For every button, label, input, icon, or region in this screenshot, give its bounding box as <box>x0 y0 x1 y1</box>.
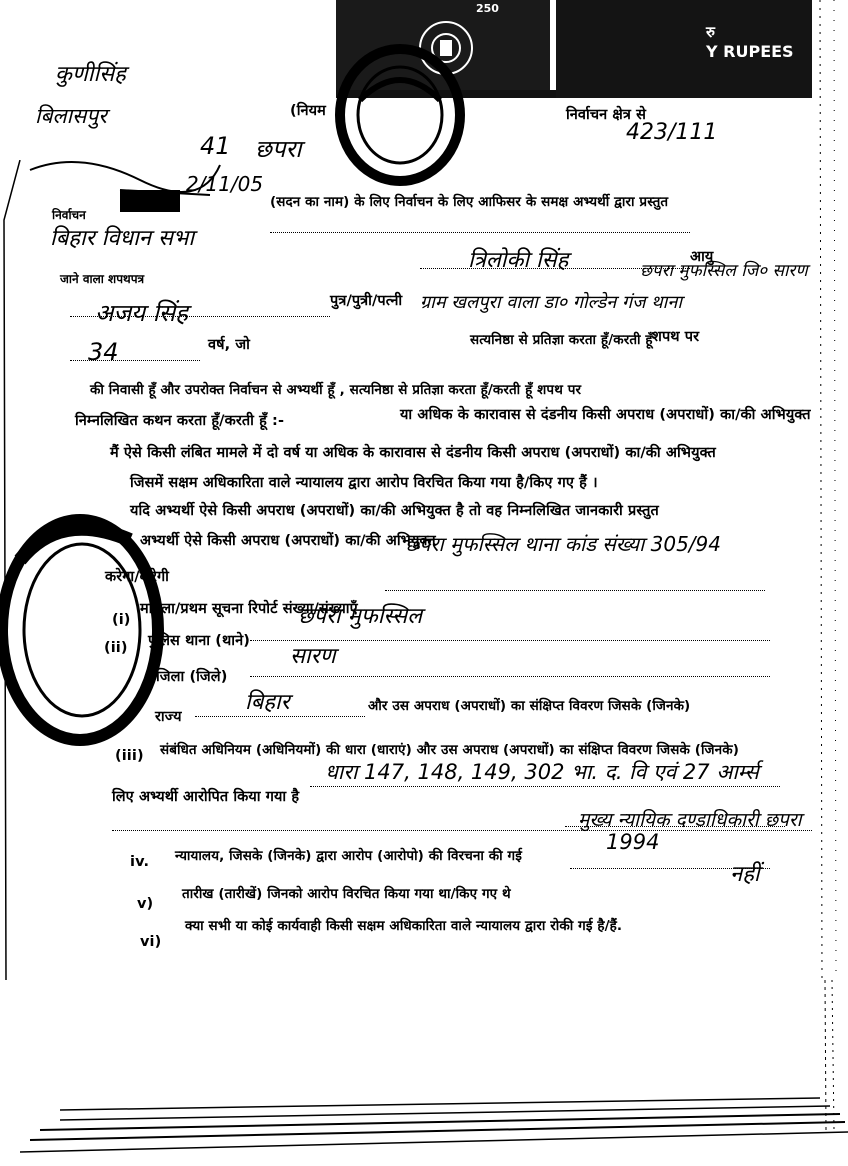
year-handwriting: 1994 <box>606 830 660 854</box>
item-v-text: तारीख (तारीखें) जिनको आरोप विरचित किया गया था/किए गए थे <box>182 886 511 902</box>
kathan-line: निम्नलिखित कथन करता हूँ/करती हूँ :- <box>75 413 285 429</box>
item-iv-label: iv. <box>130 854 150 870</box>
item-v-label: v) <box>137 896 154 912</box>
karega-label: करेगा/करेगी <box>105 569 169 585</box>
item-iv-text: न्यायालय, जिसके (जिनके) द्वारा आरोप (आरोपो) की विरचना की गई <box>175 848 522 864</box>
jila-label: जिला (जिले) <box>156 669 228 685</box>
shapathpatra-label: जाने वाला शपथपत्र <box>60 272 145 286</box>
police-thana-handwriting: छपरा मुफस्सिल <box>298 604 422 629</box>
name-dotted-line <box>70 316 330 317</box>
father-name-handwriting: त्रिलोकी सिंह <box>468 248 569 273</box>
rajya-dotted-line <box>195 716 365 717</box>
case-dotted-line <box>385 590 765 591</box>
lambit-maamle-line: मैं ऐसे किसी लंबित मामले में दो वर्ष या अधिक के कारावास से दंडनीय किसी अपराध (अपराधों) का/की अभियुक्त <box>110 445 716 461</box>
court-handwriting: मुख्य न्यायिक दण्डाधिकारी छपरा <box>578 809 802 831</box>
aayu-label: आयु <box>690 249 714 265</box>
left-edge-noise <box>0 160 30 980</box>
case-label: मामला/प्रथम सूचना रिपोर्ट संख्या/संख्याएँ <box>140 601 358 617</box>
officer-line: (सदन का नाम) के लिए निर्वाचन के लिए आफिसर के समक्ष अभ्यर्थी द्वारा प्रस्तुत <box>270 194 669 210</box>
item-iii-label: (iii) <box>115 748 144 764</box>
stamp-paper-value: 250 <box>476 2 499 15</box>
margin-note-chhapra: छपरा <box>255 135 302 163</box>
saksham-line: जिसमें सक्षम अधिकारिता वाले न्यायालय द्वारा आरोप विरचित किया गया है/किए गए हैं । <box>130 475 598 491</box>
rajya-label: राज्य <box>155 709 182 725</box>
shapath-par-label: शपथ पर <box>652 329 700 345</box>
abhiyukt-info-line: यदि अभ्यर्थी ऐसे किसी अपराध (अपराधों) का/की अभियुक्त है तो वह निम्नलिखित जानकारी प्रस्तुत <box>130 503 659 519</box>
right-edge-noise <box>800 0 848 980</box>
address-handwriting: छपरा मुफस्सिल जि० सारण <box>640 261 808 281</box>
margin-note-41: 41 <box>200 132 231 160</box>
margin-handwriting-1: कुणीसिंह <box>55 62 126 87</box>
village-handwriting: ग्राम खलपुरा वाला डा० गोल्डेन गंज थाना <box>420 292 682 313</box>
abhyarthi-line: अभ्यर्थी ऐसे किसी अपराध (अपराधों) का/की अभियुक्त <box>140 533 436 549</box>
case-number-handwriting: छपरा मुफस्सिल थाना कांड संख्या 305/94 <box>405 532 721 556</box>
stamp-right-panel <box>556 0 812 98</box>
dandniya-line: या अधिक के कारावास से दंडनीय किसी अपराध (अपराधों) का/की अभियुक्त <box>400 407 811 423</box>
nirvachan-left-label: निर्वाचन <box>52 208 86 222</box>
jila-dotted-line <box>250 676 770 677</box>
nivasi-line: की निवासी हूँ और उपरोक्त निर्वाचन से अभ्यर्थी हूँ , सत्यनिष्ठा से प्रतिज्ञा करता हूँ/करती हूँ शपथ पर <box>90 382 582 398</box>
rajya-tail-text: और उस अपराध (अपराधों) का संक्षिप्त विवरण जिसके (जिनके) <box>368 698 691 714</box>
official-seal-top <box>330 40 470 190</box>
age-dotted-line <box>70 360 200 361</box>
police-thana-label: पुलिस थाना (थाने) <box>148 633 250 649</box>
sadan-handwriting: बिहार विधान सभा <box>50 226 195 251</box>
nirvachan-kshetra-label: निर्वाचन क्षेत्र से <box>566 107 647 123</box>
varsh-jo-label: वर्ष, जो <box>208 337 251 353</box>
item-vi-text: क्या सभी या कोई कार्यवाही किसी सक्षम अधिकारिता वाले न्यायालय द्वारा रोकी गई है/हैं. <box>185 918 623 934</box>
nahi-handwriting: नहीं <box>730 862 760 887</box>
court-dotted-line <box>565 826 785 827</box>
pratigya-line: सत्यनिष्ठा से प्रतिज्ञा करता हूँ/करती हूँ <box>470 332 653 348</box>
item-i-label: (i) <box>112 612 131 628</box>
page-reference: 423/111 <box>626 120 718 145</box>
stamp-rupees-label: Y RUPEES <box>706 42 794 61</box>
rajya-handwriting: बिहार <box>245 690 290 715</box>
item-vi-label: vi) <box>140 934 162 950</box>
margin-date: 2/11/05 <box>186 172 264 196</box>
jila-handwriting: सारण <box>290 644 336 669</box>
sadan-dotted-line <box>270 232 690 233</box>
margin-handwriting-2: बिलासपुर <box>35 104 107 128</box>
stamp-rupee-label: रु <box>706 23 715 41</box>
niyam-label: (नियम <box>290 103 326 119</box>
putra-label: पुत्र/पुत्री/पत्नी <box>330 293 403 309</box>
dhara-handwriting: धारा 147, 148, 149, 302 भा. द. वि एवं 27 आर्म्स <box>325 760 759 784</box>
candidate-name-handwriting: अजय सिंह <box>95 299 188 327</box>
item-iii-text: संबंधित अधिनियम (अधिनियमों) की धारा (धाराएं) और उस अपराध (अपराधों) का संक्षिप्त विवरण जिसके (जिनके) <box>160 742 740 758</box>
page-stack-edges <box>0 980 848 1166</box>
item-iii-continuation: लिए अभ्यर्थी आरोपित किया गया है <box>112 789 300 805</box>
item-ii-label: (ii) <box>104 640 128 656</box>
age-handwriting: 34 <box>88 338 119 366</box>
dhara-dotted-line <box>310 786 780 787</box>
